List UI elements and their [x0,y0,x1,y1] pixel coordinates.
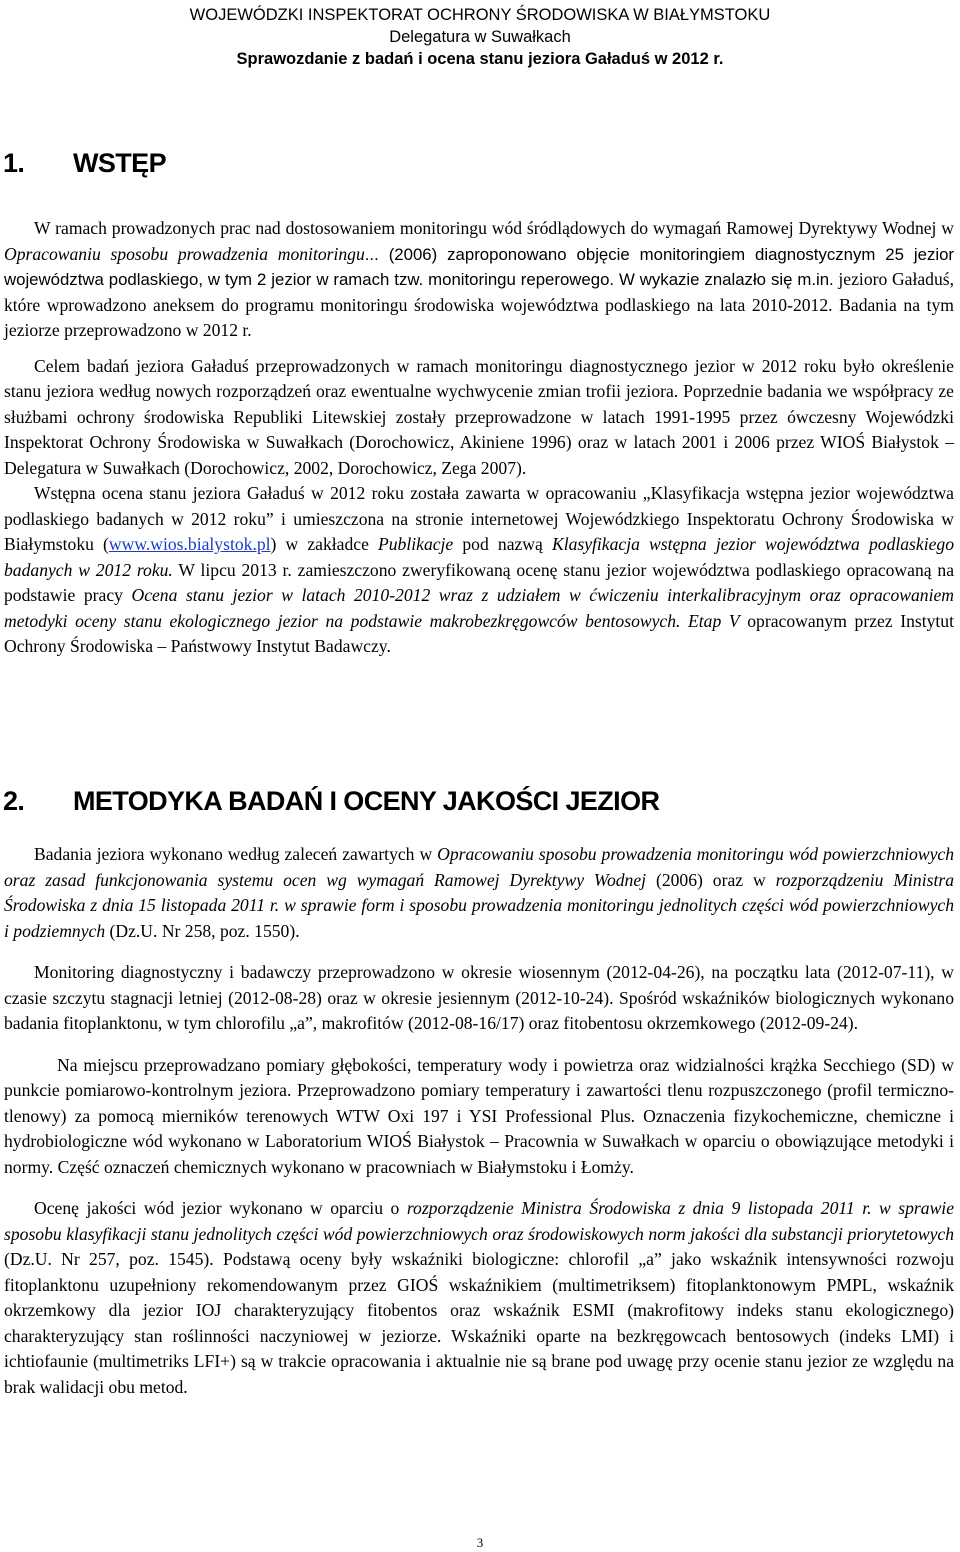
section-2-number: 2. [3,786,25,816]
section-1-heading [3,148,166,179]
header-report-title: Sprawozdanie z badań i ocena stanu jeziora Gaładuś w 2012 r. [236,50,724,68]
section-2-paragraph-1: Badania jeziora wykonano według zaleceń zawartych w Opracowaniu sposobu prowadzenia monitoringu wód powierzchniowych oraz zasad funkcjonowania systemu ocen wg wymagań Ramowej Dyrektywy Wodnej (2006) oraz w rozporządzeniu Ministra Środowiska z dnia 15 listopada 2011 r. w sprawie form i sposobu prowadzenia monitoringu jednolitych części wód powierzchniowych i podziemnych (Dz.U. Nr 258, poz. 1550). [4,844,954,941]
section-2-paragraph-3: Na miejscu przeprowadzano pomiary głębokości, temperatury wody i powietrza oraz widzialności krążka Secchiego (SD) w punkcie pomiarowo-kontrolnym jeziora. Przeprowadzono pomiary temperatury i zawartości tlenu rozpuszczonego (profil termiczno-tlenowy) za pomocą mierników terenowych WTW Oxi 197 i YSI Professional Plus. Oznaczenia fizykochemiczne, chemiczne i hydrobiologiczne wód wykonano w Laboratorium WIOŚ Białystok – Pracownia w Suwałkach w oparciu o obowiązujące metodyki i normy. Część oznaczeń chemicznych wykonano w pracowniach w Białymstoku i Łomży. [4,1054,955,1177]
wios-website-link[interactable]: www.wios.bialystok.pl [108,534,271,554]
section-1-paragraph-2: Celem badań jeziora Gaładuś przeprowadzonych w ramach monitoringu diagnostycznego jezior w 2012 roku było określenie stanu jeziora według nowych rozporządzeń oraz ewentualne wychwycenie zmian trofii jeziora. Poprzednie badania we współpracy ze służbami ochrony środowiska Republiki Litewskiej zostały przeprowadzone w latach 1991-1995 przez ówczesny Wojewódzki Inspektorat Ochrony Środowiska w Suwałkach (Dorochowicz, Akiniene 1996) oraz w latach 2001 i 2006 przez WIOŚ Białystok – Delegatura w Suwałkach (Dorochowicz, 2002, Dorochowicz, Zega 2007). [4,355,954,478]
section-1-body [4,216,954,660]
section-2-paragraph-4: Ocenę jakości wód jezior wykonano w oparciu o rozporządzenie Ministra Środowiska z dnia 9 listopada 2011 r. w sprawie sposobu klasyfikacji stanu jednolitych części wód powierzchniowych oraz środowiskowych norm jakości dla substancji priorytetowych (Dz.U. Nr 257, poz. 1545). Podstawą oceny były wskaźniki biologiczne: chlorofil „a” jako wskaźnik intensywności rozwoju fitoplanktonu uzupełniony rekomendowanym przez GIOŚ wskaźnikiem (multimetriksem) fitoplanktonowym PMPL, wskaźnik okrzemkowy dla jezior IOJ charakteryzujący fitobentos oraz wskaźnik ESMI (makrofitowy indeks stanu ekologicznego) charakteryzujący stan roślinności naczyniowej w jeziorze. Wskaźniki oparte na bezkręgowcach bentosowych (indeks LMI) i ichtiofaunie (multimetriks LFI+) są w trakcie opracowania i aktualnie nie są brane pod uwagę przy ocenie stanu jezior ze względu na brak walidacji obu metod. [4,1198,954,1397]
section-1-paragraph-1: W ramach prowadzonych prac nad dostosowaniem monitoringu wód śródlądowych do wymagań Ramowej Dyrektywy Wodnej w Opracowaniu sposobu prowadzenia monitoringu... (2006) zaproponowano objęcie monitoringiem diagnostycznym 25 jezior województwa podlaskiego, w tym 2 jezior w ramach tzw. monitoringu reperowego. W wykazie znalazło się m.in. jezioro Gaładuś, które wprowadzono aneksem do programu monitoringu środowiska województwa podlaskiego na lata 2010-2012. Badania na tym jeziorze przeprowadzono w 2012 r. [4,218,955,340]
section-1-title: WSTĘP [73,148,167,178]
page-number: 3 [476,1535,484,1550]
section-1-number: 1. [3,148,25,178]
section-2-body [4,842,954,1400]
section-2-title: METODYKA BADAŃ I OCENY JAKOŚCI JEZIOR [73,786,660,816]
section-1-paragraph-3: Wstępna ocena stanu jeziora Gaładuś w 2012 roku została zawarta w opracowaniu „Klasyfikacja wstępna jezior województwa podlaskiego badanych w 2012 roku” i umieszczona na stronie internetowej Wojewódzkiego Inspektoratu Ochrony Środowiska w Białymstoku (www.wios.bialystok.pl) w zakładce Publikacje pod nazwą Klasyfikacja wstępna jezior województwa podlaskiego badanych w 2012 roku. W lipcu 2013 r. zamieszczono zweryfikowaną ocenę stanu jezior województwa podlaskiego opracowaną na podstawie pracy Ocena stanu jezior w latach 2010-2012 wraz z udziałem w ćwiczeniu interkalibracyjnym oraz opracowaniem metodyki oceny stanu ekologicznego jezior na podstawie makrobezkręgowców bentosowych. Etap V opracowanym przez Instytut Ochrony Środowiska – Państwowy Instytut Badawczy. [4,483,955,656]
header-institution: WOJEWÓDZKI INSPEKTORAT OCHRONY ŚRODOWISKA W BIAŁYMSTOKU [189,6,771,24]
section-2-heading [3,786,659,817]
header-delegation: Delegatura w Suwałkach [389,28,571,46]
section-2-paragraph-2: Monitoring diagnostyczny i badawczy przeprowadzono w okresie wiosennym (2012-04-26), na początku lata (2012-07-11), w czasie szczytu stagnacji letniej (2012-08-28) oraz w okresie jesiennym (2012-10-24). Spośród wskaźników biologicznych wykonano badania fitoplanktonu, w tym chlorofilu „a”, makrofitów (2012-08-16/17) oraz fitobentosu okrzemkowego (2012-09-24). [4,962,954,1033]
page-header [0,4,960,70]
